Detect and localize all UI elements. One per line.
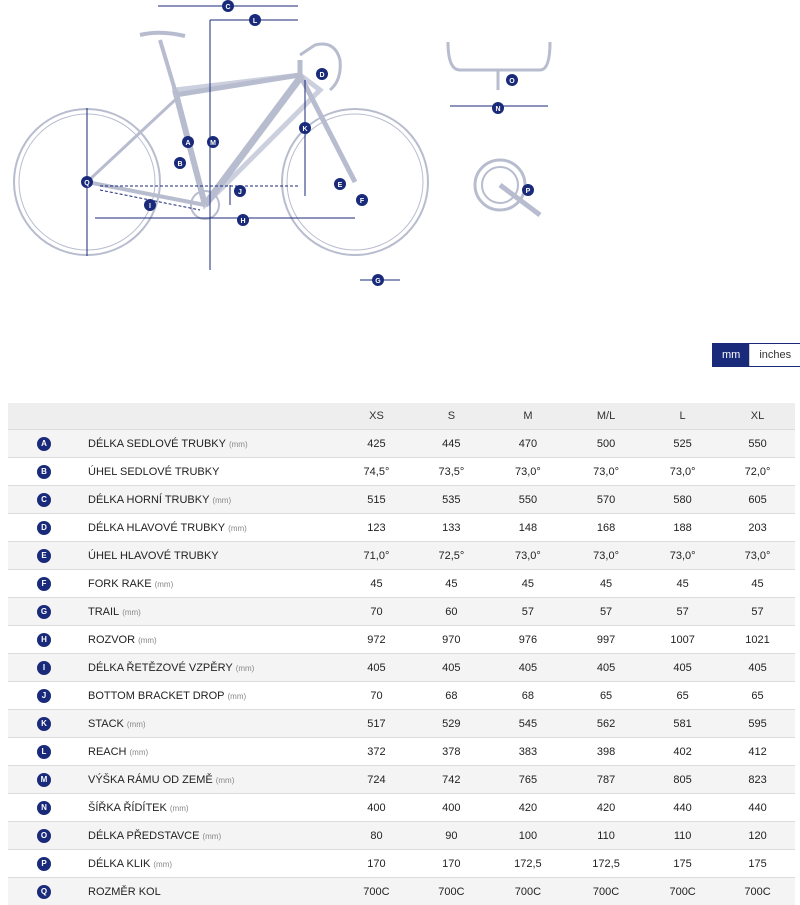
row-letter-badge: A (37, 437, 51, 451)
header-size-1: S (414, 403, 489, 430)
table-row (8, 626, 795, 654)
svg-text:G: G (375, 278, 381, 285)
row-name: DÉLKA HLAVOVÉ TRUBKY (88, 522, 225, 534)
row-value-cell: 73,0° (567, 458, 645, 486)
row-label-cell (80, 626, 339, 654)
row-value-cell: 70 (339, 682, 414, 710)
table-row (8, 682, 795, 710)
svg-text:B: B (177, 161, 182, 168)
row-value-cell: 805 (645, 766, 720, 794)
svg-text:I: I (149, 203, 151, 210)
row-value-cell: 997 (567, 626, 645, 654)
row-value-cell: 70 (339, 598, 414, 626)
row-name: ŠÍŘKA ŘÍDÍTEK (88, 802, 167, 814)
row-value-cell: 405 (645, 654, 720, 682)
dimension-marker-i (144, 199, 156, 211)
table-header-row (8, 403, 795, 430)
row-value-cell: 172,5 (489, 850, 567, 878)
row-value-cell: 45 (489, 570, 567, 598)
row-unit: (mm) (170, 804, 189, 813)
row-letter-cell (8, 794, 80, 822)
row-letter-badge: D (37, 521, 51, 535)
row-value-cell: 188 (645, 514, 720, 542)
row-value-cell: 517 (339, 710, 414, 738)
dimension-marker-f (356, 194, 368, 206)
svg-text:D: D (319, 72, 324, 79)
row-value-cell: 372 (339, 738, 414, 766)
row-value-cell: 398 (567, 738, 645, 766)
row-value-cell: 405 (567, 654, 645, 682)
row-letter-badge: C (37, 493, 51, 507)
row-letter-cell (8, 570, 80, 598)
header-size-2: M (489, 403, 567, 430)
dimension-marker-p (522, 184, 534, 196)
row-value-cell: 420 (489, 794, 567, 822)
row-letter-cell (8, 430, 80, 458)
row-value-cell: 445 (414, 430, 489, 458)
row-value-cell: 72,0° (720, 458, 795, 486)
row-label-cell (80, 430, 339, 458)
row-value-cell: 72,5° (414, 542, 489, 570)
row-value-cell: 700C (339, 878, 414, 905)
row-letter-badge: K (37, 717, 51, 731)
row-letter-badge: H (37, 633, 51, 647)
svg-text:A: A (185, 140, 190, 147)
row-value-cell: 45 (339, 570, 414, 598)
row-label-cell (80, 654, 339, 682)
row-value-cell: 120 (720, 822, 795, 850)
row-value-cell: 148 (489, 514, 567, 542)
row-value-cell: 470 (489, 430, 567, 458)
row-label-cell (80, 710, 339, 738)
row-value-cell: 1007 (645, 626, 720, 654)
row-value-cell: 73,5° (414, 458, 489, 486)
svg-text:M: M (210, 140, 216, 147)
row-value-cell: 170 (339, 850, 414, 878)
row-letter-badge: E (37, 549, 51, 563)
row-unit: (mm) (228, 692, 247, 701)
row-name: ROZVOR (88, 634, 135, 646)
row-value-cell: 972 (339, 626, 414, 654)
row-unit: (mm) (130, 748, 149, 757)
row-unit: (mm) (229, 440, 248, 449)
row-value-cell: 700C (720, 878, 795, 905)
row-value-cell: 562 (567, 710, 645, 738)
row-value-cell: 172,5 (567, 850, 645, 878)
row-letter-cell (8, 458, 80, 486)
table-row (8, 878, 795, 905)
row-value-cell: 45 (414, 570, 489, 598)
row-value-cell: 700C (567, 878, 645, 905)
row-letter-cell (8, 514, 80, 542)
dimension-marker-m (207, 136, 219, 148)
row-letter-cell (8, 598, 80, 626)
row-letter-badge: O (37, 829, 51, 843)
row-unit: (mm) (228, 524, 247, 533)
dimension-marker-a (182, 136, 194, 148)
dimension-marker-h (237, 214, 249, 226)
row-letter-cell (8, 850, 80, 878)
row-letter-cell (8, 710, 80, 738)
row-name: TRAIL (88, 606, 119, 618)
row-value-cell: 168 (567, 514, 645, 542)
row-value-cell: 383 (489, 738, 567, 766)
row-value-cell: 581 (645, 710, 720, 738)
row-value-cell: 71,0° (339, 542, 414, 570)
row-value-cell: 73,0° (720, 542, 795, 570)
row-value-cell: 133 (414, 514, 489, 542)
row-letter-badge: F (37, 577, 51, 591)
svg-text:P: P (526, 188, 531, 195)
row-label-cell (80, 794, 339, 822)
row-unit: (mm) (155, 580, 174, 589)
row-letter-badge: Q (37, 885, 51, 899)
row-value-cell: 68 (414, 682, 489, 710)
row-value-cell: 570 (567, 486, 645, 514)
row-label-cell (80, 570, 339, 598)
table-row (8, 794, 795, 822)
header-label-cell (80, 403, 339, 430)
table-row (8, 458, 795, 486)
row-value-cell: 440 (720, 794, 795, 822)
row-label-cell (80, 822, 339, 850)
dimension-marker-d (316, 68, 328, 80)
dimension-marker-n (492, 102, 504, 114)
table-row (8, 486, 795, 514)
row-value-cell: 700C (414, 878, 489, 905)
table-row (8, 766, 795, 794)
row-letter-cell (8, 738, 80, 766)
row-value-cell: 73,0° (489, 458, 567, 486)
table-row (8, 570, 795, 598)
row-letter-cell (8, 766, 80, 794)
row-value-cell: 400 (414, 794, 489, 822)
row-value-cell: 73,0° (489, 542, 567, 570)
row-value-cell: 400 (339, 794, 414, 822)
row-value-cell: 765 (489, 766, 567, 794)
dimension-marker-q (81, 176, 93, 188)
header-size-5: XL (720, 403, 795, 430)
table-row (8, 822, 795, 850)
row-value-cell: 823 (720, 766, 795, 794)
row-value-cell: 175 (720, 850, 795, 878)
row-value-cell: 57 (645, 598, 720, 626)
row-name: ÚHEL SEDLOVÉ TRUBKY (88, 466, 219, 478)
row-value-cell: 100 (489, 822, 567, 850)
row-label-cell (80, 514, 339, 542)
row-value-cell: 500 (567, 430, 645, 458)
row-label-cell (80, 542, 339, 570)
row-name: ROZMĚR KOL (88, 886, 161, 898)
row-letter-cell (8, 878, 80, 905)
row-value-cell: 580 (645, 486, 720, 514)
dimension-marker-b (174, 157, 186, 169)
row-name: DÉLKA SEDLOVÉ TRUBKY (88, 438, 226, 450)
row-label-cell (80, 458, 339, 486)
row-value-cell: 57 (720, 598, 795, 626)
row-value-cell: 420 (567, 794, 645, 822)
row-value-cell: 742 (414, 766, 489, 794)
table-row (8, 738, 795, 766)
dimension-marker-l (249, 14, 261, 26)
row-value-cell: 412 (720, 738, 795, 766)
row-name: STACK (88, 718, 124, 730)
row-value-cell: 405 (720, 654, 795, 682)
row-letter-badge: B (37, 465, 51, 479)
row-value-cell: 535 (414, 486, 489, 514)
row-unit: (mm) (216, 776, 235, 785)
row-label-cell (80, 850, 339, 878)
row-value-cell: 700C (489, 878, 567, 905)
row-value-cell: 74,5° (339, 458, 414, 486)
dimension-marker-k (299, 122, 311, 134)
row-value-cell: 175 (645, 850, 720, 878)
row-letter-badge: P (37, 857, 51, 871)
row-value-cell: 203 (720, 514, 795, 542)
handlebar-detail (448, 42, 550, 90)
row-value-cell: 57 (489, 598, 567, 626)
table-row (8, 430, 795, 458)
row-value-cell: 378 (414, 738, 489, 766)
table-row (8, 542, 795, 570)
row-value-cell: 73,0° (567, 542, 645, 570)
row-value-cell: 550 (720, 430, 795, 458)
svg-text:C: C (225, 4, 230, 11)
row-unit: (mm) (236, 664, 255, 673)
row-name: VÝŠKA RÁMU OD ZEMĚ (88, 774, 213, 786)
row-letter-cell (8, 542, 80, 570)
row-letter-badge: J (37, 689, 51, 703)
table-body (8, 430, 795, 905)
unit-inches-button[interactable]: inches (749, 344, 800, 366)
row-name: FORK RAKE (88, 578, 152, 590)
geometry-table (8, 403, 795, 905)
row-letter-badge: I (37, 661, 51, 675)
table-row (8, 710, 795, 738)
row-value-cell: 440 (645, 794, 720, 822)
row-value-cell: 65 (645, 682, 720, 710)
row-value-cell: 550 (489, 486, 567, 514)
row-value-cell: 700C (645, 878, 720, 905)
row-unit: (mm) (202, 832, 221, 841)
row-unit: (mm) (138, 636, 157, 645)
svg-text:Q: Q (84, 180, 90, 187)
row-unit: (mm) (153, 860, 172, 869)
row-value-cell: 65 (720, 682, 795, 710)
row-value-cell: 57 (567, 598, 645, 626)
row-value-cell: 402 (645, 738, 720, 766)
dimension-marker-j (234, 185, 246, 197)
row-label-cell (80, 738, 339, 766)
row-value-cell: 405 (339, 654, 414, 682)
row-name: REACH (88, 746, 127, 758)
row-name: ÚHEL HLAVOVÉ TRUBKY (88, 550, 219, 562)
row-value-cell: 80 (339, 822, 414, 850)
row-label-cell (80, 878, 339, 905)
row-value-cell: 787 (567, 766, 645, 794)
unit-mm-button[interactable]: mm (713, 344, 749, 366)
svg-text:O: O (509, 78, 515, 85)
row-letter-cell (8, 654, 80, 682)
bike-geometry-diagram (0, 0, 800, 300)
row-name: DÉLKA ŘETĚZOVÉ VZPĚRY (88, 662, 233, 674)
row-value-cell: 73,0° (645, 542, 720, 570)
row-name: DÉLKA KLIK (88, 858, 150, 870)
row-value-cell: 605 (720, 486, 795, 514)
row-unit: (mm) (127, 720, 146, 729)
svg-text:K: K (302, 126, 307, 133)
row-value-cell: 515 (339, 486, 414, 514)
row-value-cell: 90 (414, 822, 489, 850)
row-value-cell: 73,0° (645, 458, 720, 486)
dimension-marker-e (334, 178, 346, 190)
row-value-cell: 65 (567, 682, 645, 710)
row-value-cell: 970 (414, 626, 489, 654)
row-value-cell: 45 (645, 570, 720, 598)
row-value-cell: 425 (339, 430, 414, 458)
table-row (8, 514, 795, 542)
row-unit: (mm) (122, 608, 141, 617)
row-value-cell: 595 (720, 710, 795, 738)
bike-outline (14, 33, 428, 255)
row-value-cell: 545 (489, 710, 567, 738)
row-label-cell (80, 766, 339, 794)
row-value-cell: 45 (720, 570, 795, 598)
row-letter-cell (8, 682, 80, 710)
units-toggle (712, 343, 800, 367)
svg-text:J: J (238, 189, 242, 196)
row-value-cell: 976 (489, 626, 567, 654)
row-value-cell: 68 (489, 682, 567, 710)
dimension-marker-c (222, 0, 234, 12)
row-label-cell (80, 486, 339, 514)
row-name: DÉLKA HORNÍ TRUBKY (88, 494, 209, 506)
svg-text:L: L (253, 18, 258, 25)
dimension-marker-o (506, 74, 518, 86)
header-size-0: XS (339, 403, 414, 430)
table-row (8, 850, 795, 878)
row-value-cell: 525 (645, 430, 720, 458)
dimension-marker-g (372, 274, 384, 286)
svg-text:N: N (495, 106, 500, 113)
row-value-cell: 110 (645, 822, 720, 850)
row-label-cell (80, 682, 339, 710)
row-letter-cell (8, 486, 80, 514)
row-value-cell: 405 (414, 654, 489, 682)
row-name: DÉLKA PŘEDSTAVCE (88, 830, 199, 842)
row-letter-cell (8, 822, 80, 850)
header-size-3: M/L (567, 403, 645, 430)
row-value-cell: 170 (414, 850, 489, 878)
row-value-cell: 529 (414, 710, 489, 738)
row-letter-badge: L (37, 745, 51, 759)
svg-text:E: E (338, 182, 343, 189)
row-value-cell: 110 (567, 822, 645, 850)
svg-text:H: H (240, 218, 245, 225)
row-unit: (mm) (212, 496, 231, 505)
row-letter-cell (8, 626, 80, 654)
svg-text:F: F (360, 198, 365, 205)
row-letter-badge: M (37, 773, 51, 787)
row-value-cell: 60 (414, 598, 489, 626)
table-row (8, 654, 795, 682)
table-row (8, 598, 795, 626)
row-value-cell: 724 (339, 766, 414, 794)
row-letter-badge: G (37, 605, 51, 619)
row-label-cell (80, 598, 339, 626)
row-value-cell: 45 (567, 570, 645, 598)
row-letter-badge: N (37, 801, 51, 815)
row-value-cell: 123 (339, 514, 414, 542)
header-size-4: L (645, 403, 720, 430)
row-name: BOTTOM BRACKET DROP (88, 690, 225, 702)
header-letter-cell (8, 403, 80, 430)
row-value-cell: 1021 (720, 626, 795, 654)
row-value-cell: 405 (489, 654, 567, 682)
